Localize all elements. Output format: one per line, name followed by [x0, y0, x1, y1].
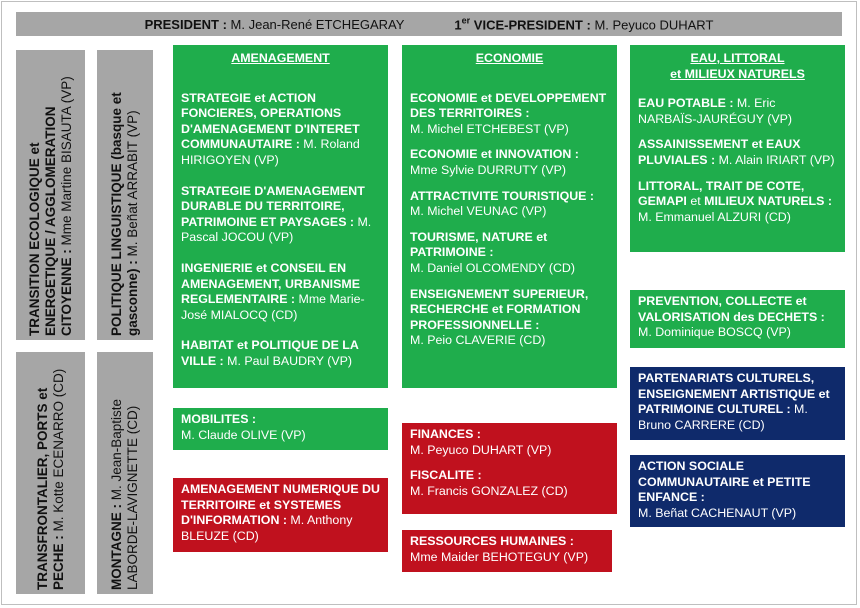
- entry-eau-potable: EAU POTABLE : M. Eric NARBAÏS-JAURÉGUY (VP): [638, 96, 792, 126]
- entry-attractivite: ATTRACTIVITE TOURISTIQUE : M. Michel VEUNAC (VP): [410, 188, 595, 219]
- bar-montagne: MONTAGNE : M. Jean-Baptiste LABORDE-LAVIGNETTE (CD): [97, 352, 153, 594]
- entry-enseignement: ENSEIGNEMENT SUPERIEUR, RECHERCHE et FORMATION PROFESSIONNELLE : M. Peio CLAVERIE (CD): [410, 286, 589, 348]
- box-action-sociale: ACTION SOCIALE COMMUNAUTAIRE et PETITE ENFANCE : M. Beñat CACHENAUT (VP): [630, 455, 845, 527]
- title-economie: ECONOMIE: [475, 51, 544, 65]
- bar-politique-linguistique: POLITIQUE LINGUISTIQUE (basque et gasconne) : M. Beñat ARRABIT (VP): [97, 50, 153, 340]
- entry-eco-developpement: ECONOMIE et DEVELOPPEMENT DES TERRITOIRES : M. Michel ETCHEBEST (VP): [410, 90, 607, 136]
- vp1-label: VICE-PRESIDENT: [473, 17, 583, 33]
- box-amenagement: [173, 45, 388, 388]
- entry-tourisme: TOURISME, NATURE et PATRIMOINE : M. Daniel OLCOMENDY (CD): [410, 229, 576, 275]
- box-culture: PARTENARIATS CULTURELS, ENSEIGNEMENT ARTISTIQUE et PATRIMOINE CULTUREL : M. Bruno CARRERE (CD): [630, 367, 845, 440]
- entry-fiscalite: FISCALITE : M. Francis GONZALEZ (CD): [410, 468, 568, 498]
- vice-president: 1er VICE-PRESIDENT : M. Peyuco DUHART: [454, 15, 714, 33]
- entry-strategie-fonciere: STRATEGIE et ACTION FONCIERES, OPERATIONS D'AMENAGEMENT D'INTERET COMMUNAUTAIRE : M. Roland HIRIGOYEN (VP): [181, 90, 360, 167]
- vp1-sup: er: [461, 15, 471, 26]
- box-ressources-humaines: RESSOURCES HUMAINES : Mme Maider BEHOTEGUY (VP): [402, 530, 612, 572]
- box-mobilites: MOBILITES : M. Claude OLIVE (VP): [173, 408, 388, 450]
- entry-assainissement: ASSAINISSEMENT et EAUX PLUVIALES : M. Alain IRIART (VP): [638, 137, 835, 167]
- vp1-name: M. Peyuco DUHART: [594, 17, 714, 33]
- entry-finances: FINANCES : M. Peyuco DUHART (VP): [410, 427, 552, 457]
- entry-eco-innovation: ECONOMIE et INNOVATION : Mme Sylvie DURRUTY (VP): [410, 147, 579, 177]
- entry-habitat: HABITAT et POLITIQUE DE LA VILLE : M. Paul BAUDRY (VP): [181, 338, 359, 368]
- entry-ingenierie: INGENIERIE et CONSEIL EN AMENAGEMENT, URBANISME REGLEMENTAIRE : Mme Marie-José MIALOCQ (CD): [181, 260, 365, 322]
- title-amenagement: AMENAGEMENT: [231, 51, 330, 65]
- header-bar: [16, 12, 842, 36]
- box-eau-littoral: [630, 45, 845, 252]
- bar-transition-ecologique: TRANSITION ECOLOGIQUE et ENERGETIQUE / AGGLOMERATION CITOYENNE : Mme Martine BISAUTA (VP): [16, 50, 85, 340]
- title-eau-littoral: EAU, LITTORAL et MILIEUX NATURELS: [670, 51, 805, 81]
- vp1-num: 1: [454, 17, 462, 33]
- box-economie: [402, 45, 617, 388]
- president-name: M. Jean-René ETCHEGARAY: [230, 16, 405, 32]
- box-dechets: PREVENTION, COLLECTE et VALORISATION des DECHETS : M. Dominique BOSCQ (VP): [630, 290, 845, 348]
- box-numerique: AMENAGEMENT NUMERIQUE DU TERRITOIRE et SYSTEMES D'INFORMATION : M. Anthony BLEUZE (CD): [173, 478, 388, 552]
- president-label: PRESIDENT: [144, 16, 219, 32]
- entry-strategie-amenagement: STRATEGIE D'AMENAGEMENT DURABLE DU TERRITOIRE, PATRIMOINE ET PAYSAGES : M. Pascal JOCOU (VP): [181, 183, 372, 245]
- bar-transfrontalier: TRANSFRONTALIER, PORTS et PECHE : M. Kotte ECENARRO (CD): [16, 352, 85, 594]
- box-finances: [402, 423, 617, 514]
- entry-littoral: LITTORAL, TRAIT DE COTE, GEMAPI et MILIEUX NATURELS : M. Emmanuel ALZURI (CD): [638, 178, 832, 224]
- president: PRESIDENT : M. Jean-René ETCHEGARAY: [144, 16, 405, 32]
